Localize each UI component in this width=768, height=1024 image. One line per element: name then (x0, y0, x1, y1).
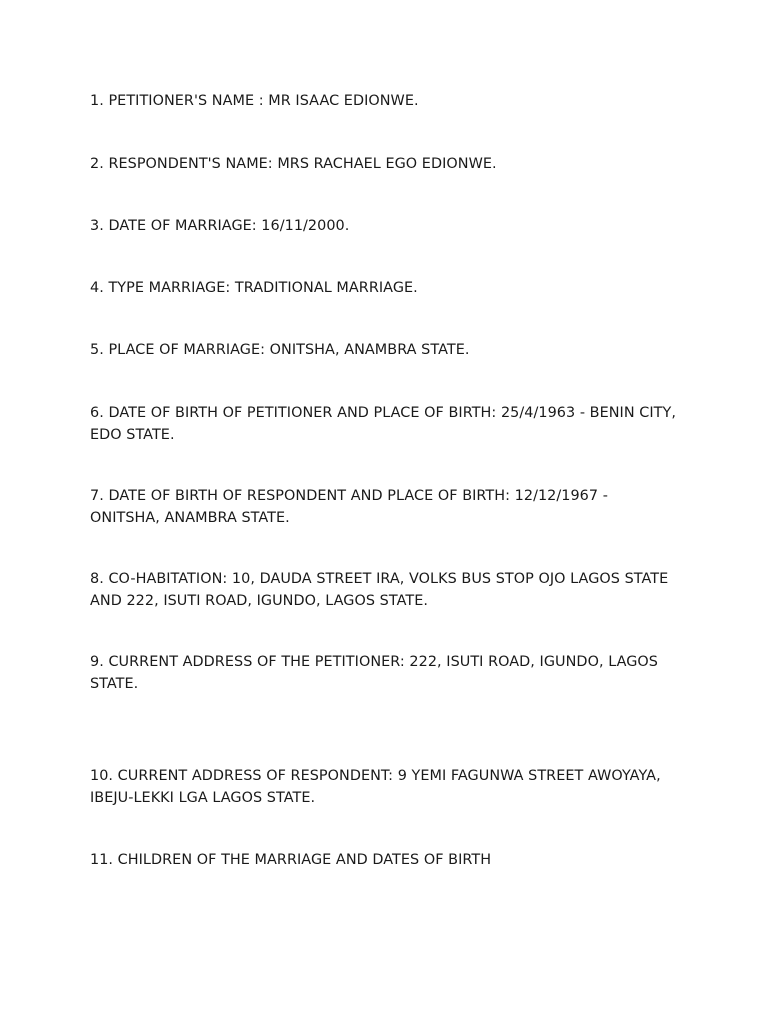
item-place-of-marriage: 5. PLACE OF MARRIAGE: ONITSHA, ANAMBRA STATE. (90, 342, 470, 358)
item-petitioner-birth: 6. DATE OF BIRTH OF PETITIONER AND PLACE OF BIRTH: 25/4/1963 - BENIN CITY, EDO STATE. (90, 405, 686, 443)
item-respondent-address: 10. CURRENT ADDRESS OF RESPONDENT: 9 YEMI FAGUNWA STREET AWOYAYA, IBEJU-LEKKI LGA LAGOS STATE. (90, 768, 666, 806)
item-respondent-birth: 7. DATE OF BIRTH OF RESPONDENT AND PLACE OF BIRTH: 12/12/1967 - ONITSHA, ANAMBRA STATE. (90, 488, 613, 526)
item-petitioner-address: 9. CURRENT ADDRESS OF THE PETITIONER: 222, ISUTI ROAD, IGUNDO, LAGOS STATE. (90, 654, 663, 692)
item-date-of-marriage: 3. DATE OF MARRIAGE: 16/11/2000. (90, 218, 350, 234)
item-petitioner-name: 1. PETITIONER'S NAME : MR ISAAC EDIONWE. (90, 93, 419, 109)
item-respondent-name: 2. RESPONDENT'S NAME: MRS RACHAEL EGO EDIONWE. (90, 156, 497, 172)
item-cohabitation: 8. CO-HABITATION: 10, DAUDA STREET IRA, VOLKS BUS STOP OJO LAGOS STATE AND 222, ISUTI ROAD, IGUNDO, LAGOS STATE. (90, 571, 673, 609)
item-children-of-marriage: 11. CHILDREN OF THE MARRIAGE AND DATES OF BIRTH (90, 852, 492, 868)
item-type-of-marriage: 4. TYPE MARRIAGE: TRADITIONAL MARRIAGE. (90, 280, 418, 296)
